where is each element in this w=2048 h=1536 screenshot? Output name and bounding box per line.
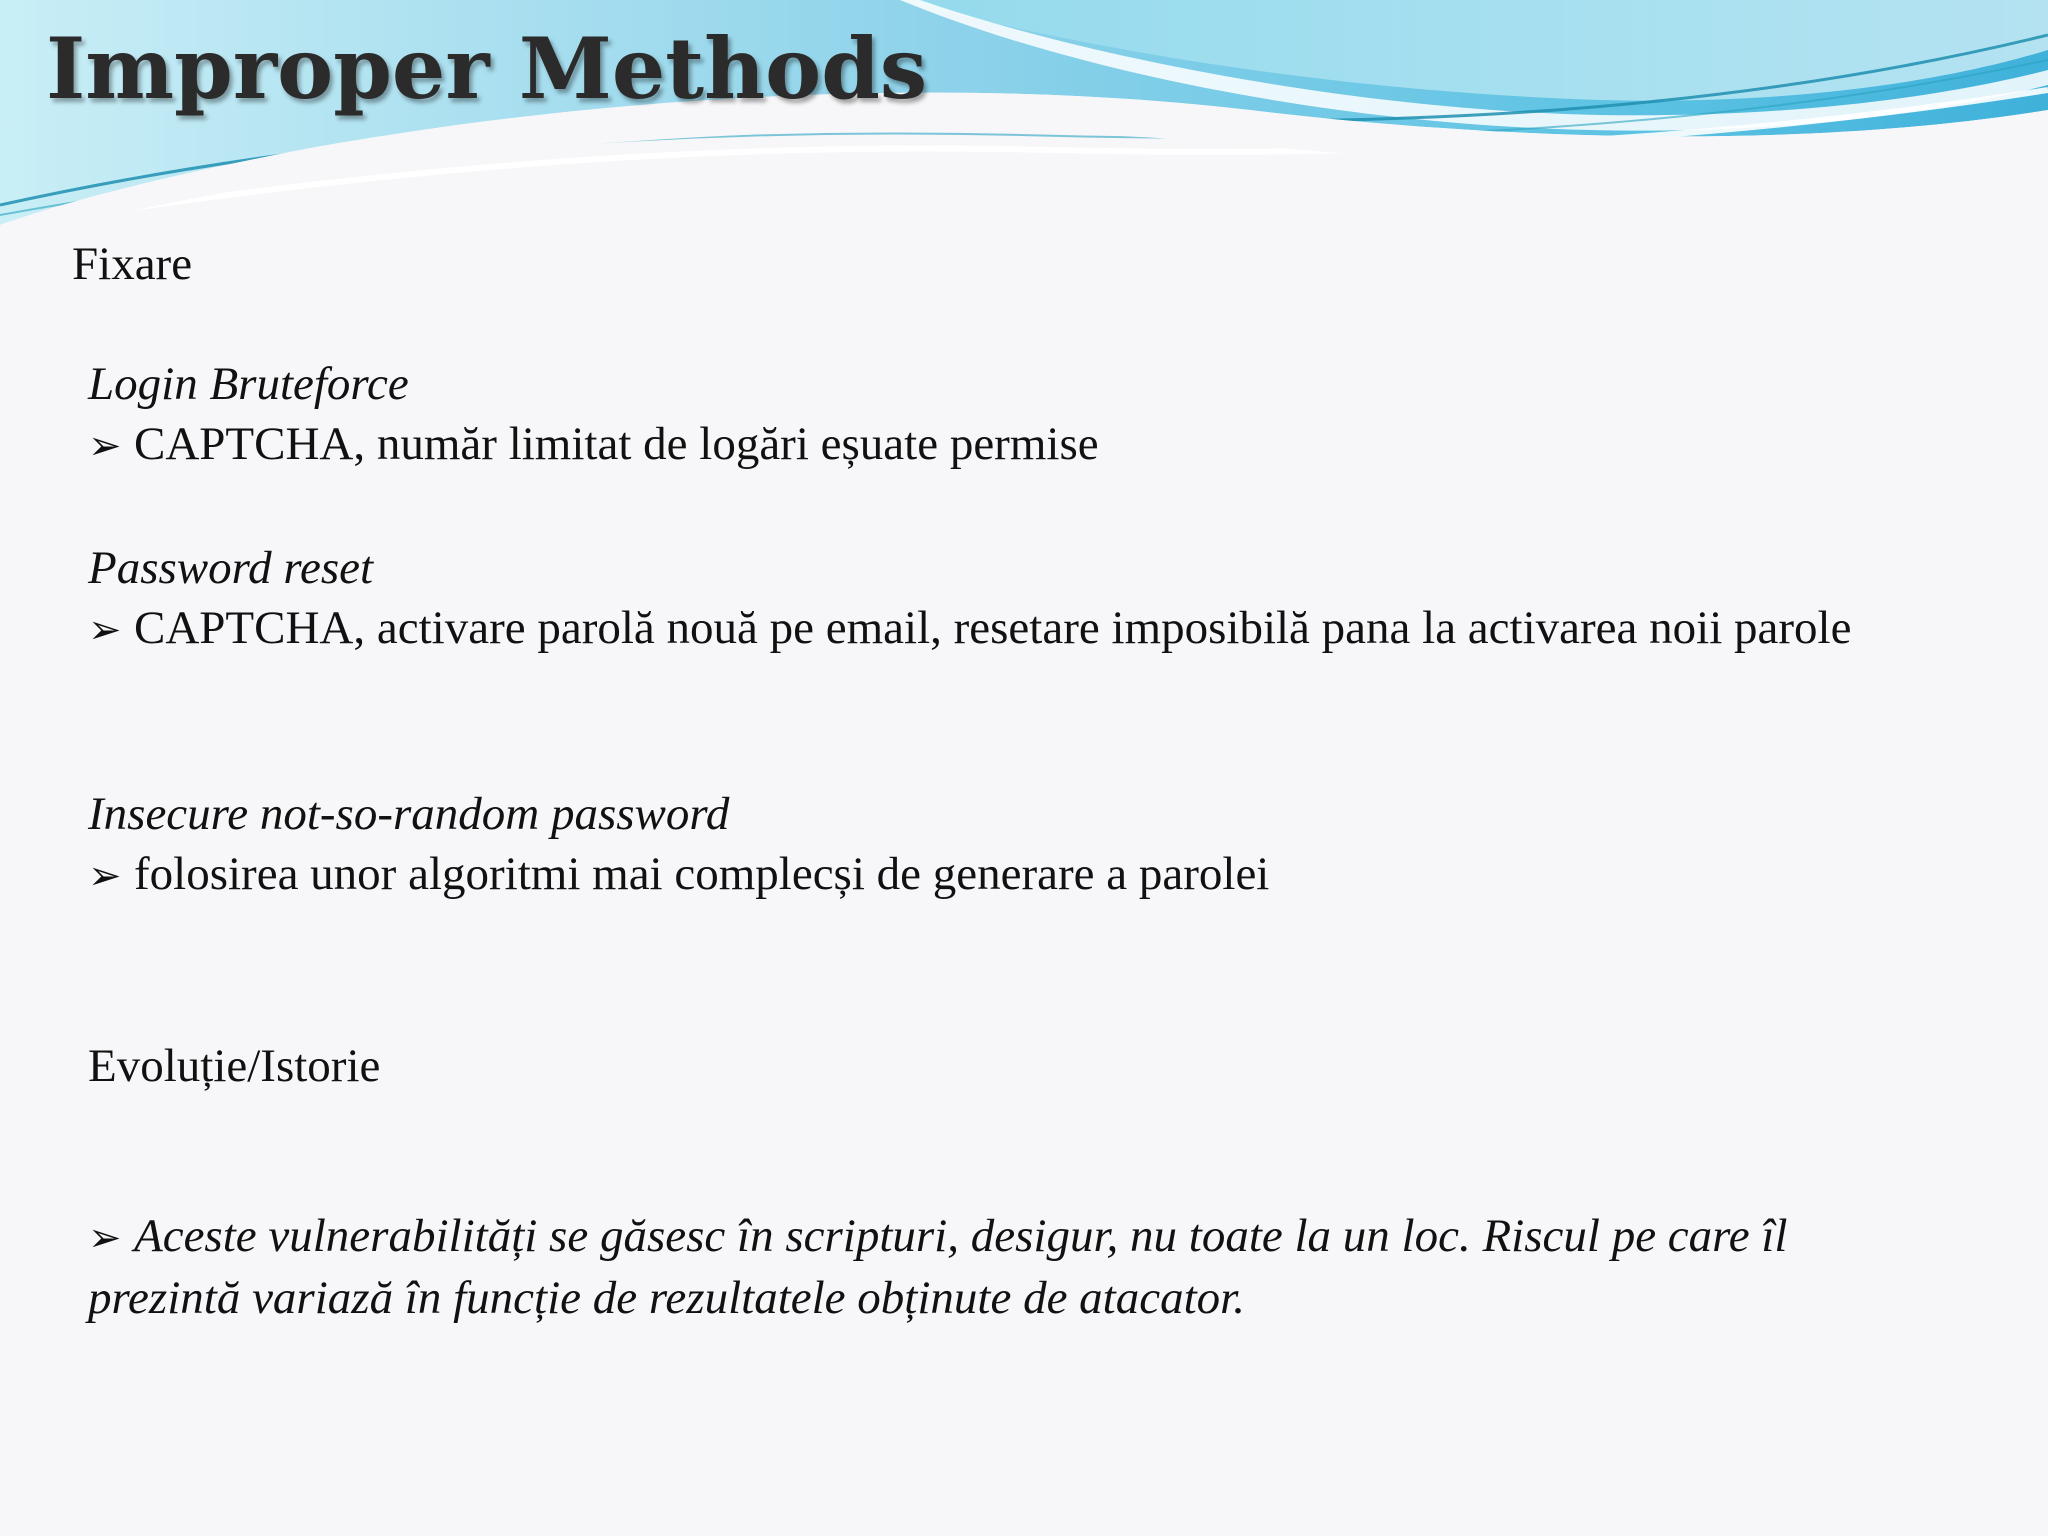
arrow-bullet-icon: ➢ (88, 607, 122, 652)
bullet-login-bruteforce (88, 414, 1099, 476)
slide-title: Improper Methods (46, 19, 928, 118)
history-label: Evoluție/Istorie (88, 1040, 381, 1092)
closing-bullet-text: Aceste vulnerabilități se găsesc în scripturi, desigur, nu toate la un loc. Riscul pe care îl prezintă variază în funcție de rezultatele obținute de atacator. (88, 1210, 1788, 1324)
bullet-text: CAPTCHA, activare parolă nouă pe email, resetare imposibilă pana la activarea noii parole (134, 602, 1852, 654)
bullet-insecure-password (88, 844, 1269, 906)
arrow-bullet-icon: ➢ (88, 423, 122, 468)
intro-label: Fixare (72, 238, 193, 290)
closing-bullet (88, 1206, 1948, 1328)
arrow-bullet-icon: ➢ (88, 853, 122, 898)
bullet-password-reset (88, 598, 1988, 660)
bullet-text: CAPTCHA, număr limitat de logări eșuate permise (134, 418, 1099, 470)
section-heading-password-reset: Password reset (88, 542, 374, 594)
arrow-bullet-icon: ➢ (88, 1215, 122, 1260)
bullet-text: folosirea unor algoritmi mai complecși de generare a parolei (134, 848, 1270, 900)
section-heading-login-bruteforce: Login Bruteforce (88, 358, 409, 410)
section-heading-insecure-password: Insecure not-so-random password (88, 788, 730, 840)
